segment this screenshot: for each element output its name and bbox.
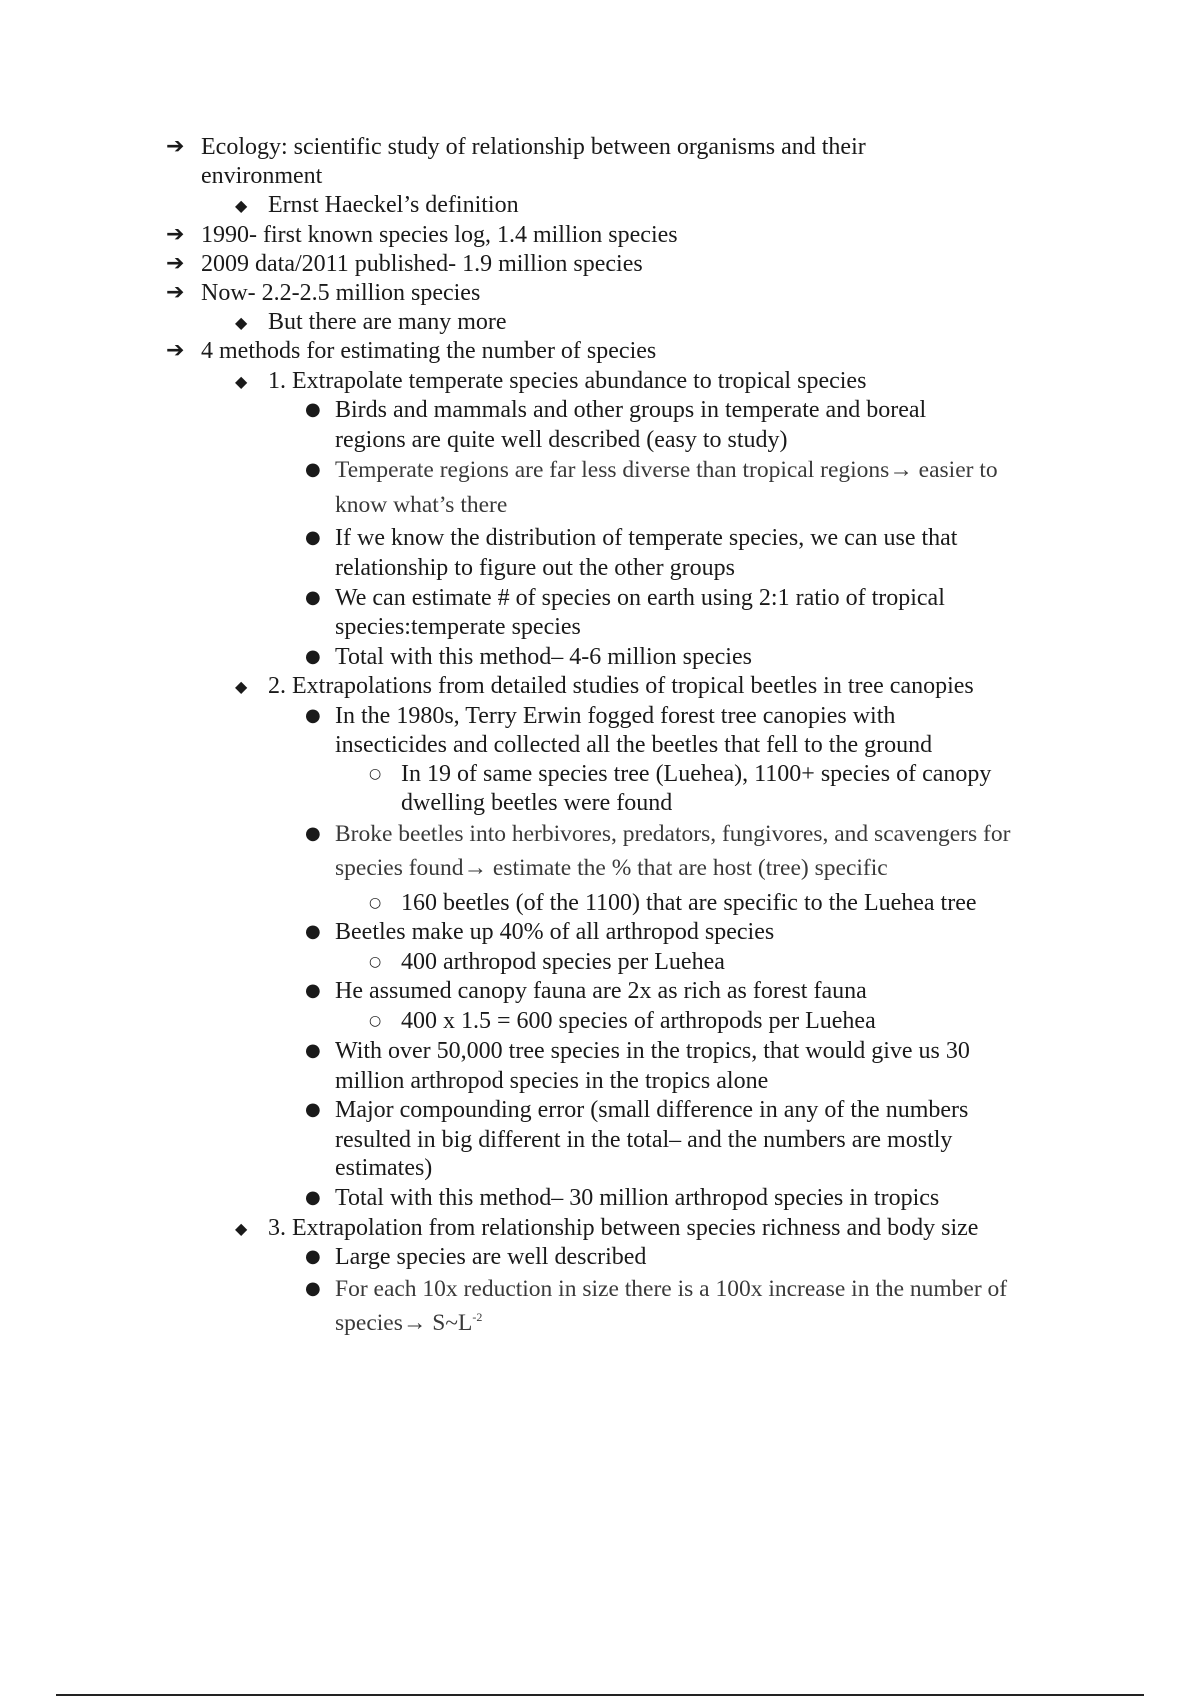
exponent: -2	[472, 1310, 483, 1325]
note-line: million arthropod species in the tropics alone	[335, 1068, 769, 1094]
dot-bullet-icon: ●	[305, 1278, 321, 1299]
note-line: He assumed canopy fauna are 2x as rich as forest fauna	[335, 978, 867, 1004]
note-line: Beetles make up 40% of all arthropod species	[335, 919, 775, 945]
dot-bullet-icon: ●	[305, 527, 321, 548]
dot-bullet-icon: ●	[305, 823, 321, 844]
note-line: insecticides and collected all the beetles that fell to the ground	[335, 732, 933, 758]
note-line: 2009 data/2011 published- 1.9 million species	[201, 251, 643, 277]
arrow-icon: ➔	[166, 222, 185, 247]
note-line: If we know the distribution of temperate species, we can use that	[335, 525, 958, 551]
note-line: estimates)	[335, 1155, 433, 1181]
dot-bullet-icon: ●	[305, 921, 321, 942]
note-line: 4 methods for estimating the number of species	[201, 338, 657, 364]
dot-bullet-icon: ●	[305, 980, 321, 1001]
note-line	[335, 1307, 482, 1339]
note-line: relationship to figure out the other groups	[335, 555, 735, 581]
note-line: species:temperate species	[335, 614, 581, 640]
note-line: dwelling beetles were found	[401, 790, 673, 816]
note-line: know what’s there	[335, 492, 508, 518]
dot-bullet-icon: ●	[305, 1246, 321, 1267]
diamond-bullet-icon: ◆	[235, 372, 248, 391]
dot-bullet-icon: ●	[305, 459, 321, 480]
note-line: Ernst Haeckel’s definition	[268, 192, 519, 218]
arrow-icon: ➔	[166, 251, 185, 276]
note-line: Major compounding error (small difference in any of the numbers	[335, 1097, 969, 1123]
note-line: environment	[201, 163, 323, 189]
diamond-bullet-icon: ◆	[235, 1219, 248, 1238]
note-line: resulted in big different in the total– and the numbers are mostly	[335, 1127, 953, 1153]
note-line: Total with this method– 4-6 million species	[335, 644, 752, 670]
note-line: We can estimate # of species on earth using 2:1 ratio of tropical	[335, 585, 945, 611]
dot-bullet-icon: ●	[305, 587, 321, 608]
circle-bullet-icon: ○	[369, 766, 382, 782]
note-line: Now- 2.2-2.5 million species	[201, 280, 481, 306]
note-line: 160 beetles (of the 1100) that are specific to the Luehea tree	[401, 890, 977, 916]
dot-bullet-icon: ●	[305, 1187, 321, 1208]
dot-bullet-icon: ●	[305, 646, 321, 667]
dot-bullet-icon: ●	[305, 1040, 321, 1061]
dot-bullet-icon: ●	[305, 399, 321, 420]
page-bottom-rule	[56, 1694, 1144, 1696]
note-line: In 19 of same species tree (Luehea), 1100+ species of canopy	[401, 761, 992, 787]
note-line: For each 10x reduction in size there is a 100x increase in the number of	[335, 1276, 1008, 1302]
diamond-bullet-icon: ◆	[235, 677, 248, 696]
note-line: 400 arthropod species per Luehea	[401, 949, 725, 975]
arrow-icon: ➔	[166, 338, 185, 363]
note-line: Large species are well described	[335, 1244, 647, 1270]
note-line: Broke beetles into herbivores, predators, fungivores, and scavengers for	[335, 821, 1011, 847]
note-line: With over 50,000 tree species in the tropics, that would give us 30	[335, 1038, 970, 1064]
note-line: Temperate regions are far less diverse than tropical regions→ easier to	[335, 457, 998, 483]
note-line: 3. Extrapolation from relationship between species richness and body size	[268, 1215, 979, 1241]
diamond-bullet-icon: ◆	[235, 313, 248, 332]
circle-bullet-icon: ○	[369, 954, 382, 970]
note-line: 1990- first known species log, 1.4 million species	[201, 222, 678, 248]
note-line: 2. Extrapolations from detailed studies of tropical beetles in tree canopies	[268, 673, 974, 699]
note-line: But there are many more	[268, 309, 507, 335]
note-line: 1. Extrapolate temperate species abundance to tropical species	[268, 368, 867, 394]
diamond-bullet-icon: ◆	[235, 196, 248, 215]
note-line: 400 x 1.5 = 600 species of arthropods per Luehea	[401, 1008, 876, 1034]
note-line: In the 1980s, Terry Erwin fogged forest tree canopies with	[335, 703, 896, 729]
arrow-icon: ➔	[166, 280, 185, 305]
note-text: species→ S~L	[335, 1310, 473, 1336]
circle-bullet-icon: ○	[369, 1013, 382, 1029]
note-line: regions are quite well described (easy to study)	[335, 427, 788, 453]
dot-bullet-icon: ●	[305, 705, 321, 726]
circle-bullet-icon: ○	[369, 895, 382, 911]
arrow-icon: ➔	[166, 134, 185, 159]
dot-bullet-icon: ●	[305, 1099, 321, 1120]
note-line: Birds and mammals and other groups in temperate and boreal	[335, 397, 927, 423]
note-line: Ecology: scientific study of relationship between organisms and their	[201, 134, 866, 160]
note-line: Total with this method– 30 million arthropod species in tropics	[335, 1185, 940, 1211]
note-line: species found→ estimate the % that are host (tree) specific	[335, 855, 888, 881]
